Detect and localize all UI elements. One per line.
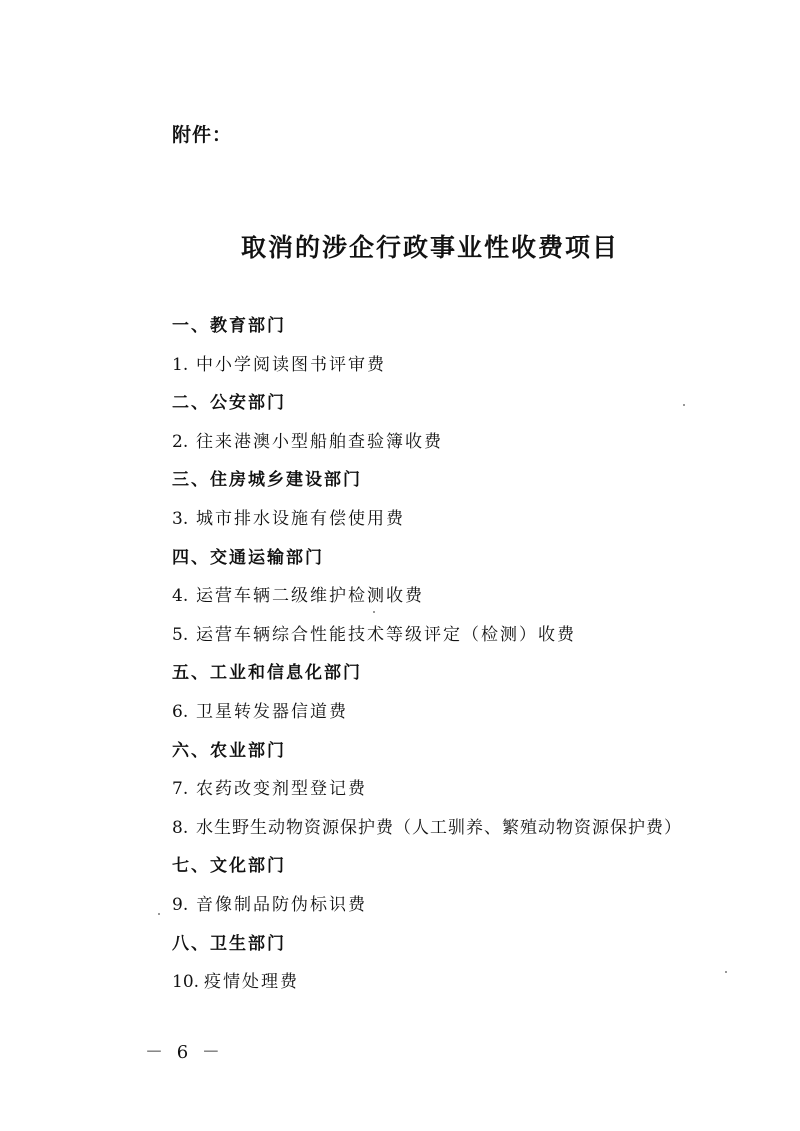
item-text: 运营车辆综合性能技术等级评定（检测）收费 bbox=[196, 624, 576, 645]
item-text: 疫情处理费 bbox=[204, 972, 299, 993]
item-number: 10. bbox=[172, 972, 200, 993]
item-number: 7. bbox=[172, 779, 189, 800]
item-text: 中小学阅读图书评审费 bbox=[196, 354, 386, 375]
item-number: 9. bbox=[172, 894, 189, 915]
scan-speck bbox=[683, 404, 685, 406]
item-number: 3. bbox=[172, 508, 189, 529]
attachment-label: 附件： bbox=[172, 124, 233, 146]
list-item bbox=[172, 886, 772, 925]
list-item bbox=[172, 423, 772, 462]
section-heading-housing: 三、住房城乡建设部门 bbox=[172, 470, 362, 491]
item-text: 运营车辆二级维护检测收费 bbox=[196, 586, 424, 607]
list-item bbox=[172, 346, 772, 385]
section-heading-health: 八、卫生部门 bbox=[172, 933, 286, 954]
section-heading-transport: 四、交通运输部门 bbox=[172, 547, 324, 568]
section-heading-industry: 五、工业和信息化部门 bbox=[172, 663, 362, 684]
scan-speck bbox=[158, 913, 160, 915]
list-item bbox=[172, 616, 772, 655]
item-number: 4. bbox=[172, 586, 189, 607]
section-heading-education: 一、教育部门 bbox=[172, 316, 286, 336]
item-text: 水生野生动物资源保护费（人工驯养、繁殖动物资源保护费） bbox=[196, 817, 682, 838]
section-heading-agriculture: 六、农业部门 bbox=[172, 740, 286, 761]
list-item bbox=[172, 963, 772, 1002]
document-title: 取消的涉企行政事业性收费项目 bbox=[240, 233, 619, 262]
item-number: 1. bbox=[172, 354, 189, 375]
item-number: 2. bbox=[172, 431, 189, 452]
list-item bbox=[172, 500, 772, 539]
item-text: 往来港澳小型船舶查验簿收费 bbox=[196, 431, 443, 452]
list-item bbox=[172, 577, 772, 616]
page-number: － 6 － bbox=[145, 1042, 224, 1063]
scan-speck bbox=[373, 611, 375, 613]
list-item bbox=[172, 693, 772, 732]
section-heading-public-security: 二、公安部门 bbox=[172, 393, 286, 414]
item-number: 6. bbox=[172, 701, 189, 722]
item-text: 音像制品防伪标识费 bbox=[196, 894, 367, 915]
item-text: 卫星转发器信道费 bbox=[196, 701, 348, 722]
scan-speck bbox=[725, 971, 727, 973]
item-number: 5. bbox=[172, 624, 189, 645]
fee-item-list bbox=[172, 307, 772, 1002]
list-item bbox=[172, 809, 772, 848]
item-text: 城市排水设施有偿使用费 bbox=[196, 508, 405, 529]
item-number: 8. bbox=[172, 817, 189, 838]
list-item bbox=[172, 770, 772, 809]
section-heading-culture: 七、文化部门 bbox=[172, 856, 286, 877]
item-text: 农药改变剂型登记费 bbox=[196, 779, 367, 800]
